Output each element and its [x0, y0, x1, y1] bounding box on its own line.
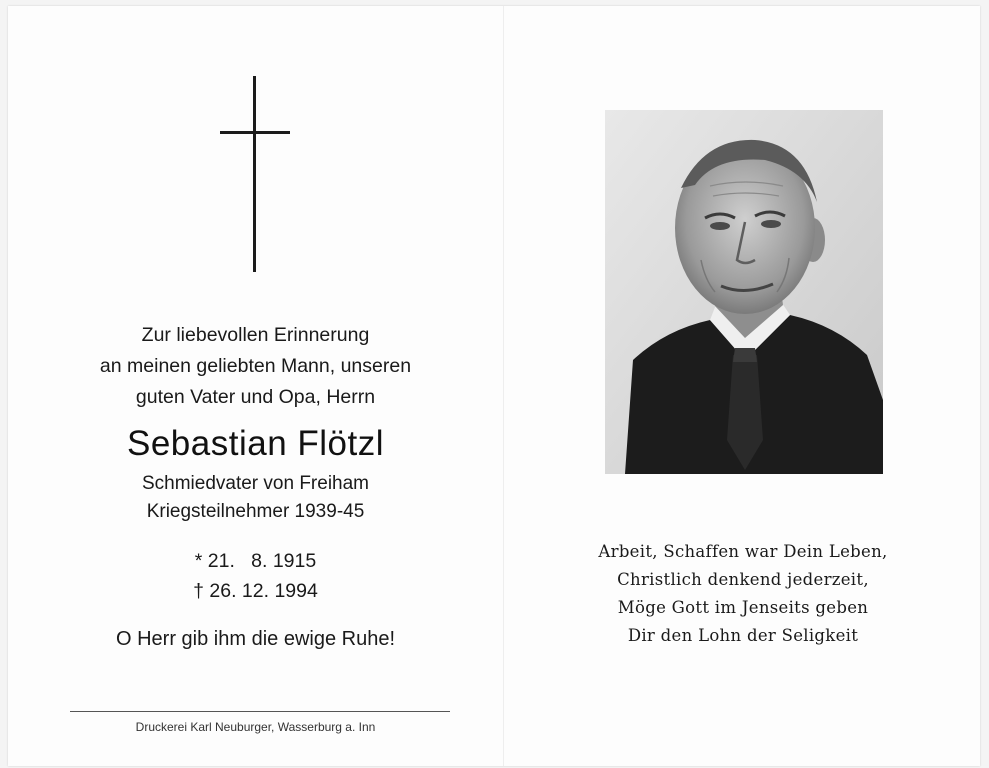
footer-divider	[70, 711, 450, 712]
prayer-text: O Herr gib ihm die ewige Ruhe!	[115, 628, 395, 650]
poem-line: Arbeit, Schaffen war Dein Leben,	[598, 542, 888, 561]
death-date: † 26. 12. 1994	[193, 580, 318, 602]
cross-icon	[220, 76, 290, 272]
intro-text	[8, 320, 503, 413]
printer-credit: Druckerei Karl Neuburger, Wasserburg a. Inn	[135, 720, 376, 734]
poem-line: Möge Gott im Jenseits geben	[617, 598, 869, 617]
birth-date: * 21. 8. 1915	[194, 550, 317, 572]
intro-line: guten Vater und Opa, Herrn	[135, 386, 376, 408]
poem-line: Dir den Lohn der Seligkeit	[627, 626, 859, 645]
memorial-card	[8, 6, 980, 766]
occupation-line: Schmiedvater von Freiham	[141, 473, 370, 494]
intro-line: Zur liebevollen Erinnerung	[141, 324, 370, 346]
card-left-panel	[8, 6, 503, 766]
intro-line: an meinen geliebten Mann, unseren	[99, 355, 412, 377]
deceased-name: Sebastian Flötzl	[126, 424, 385, 463]
veteran-line: Kriegsteilnehmer 1939-45	[146, 501, 365, 522]
poem-line: Christlich denkend jederzeit,	[617, 570, 869, 589]
portrait-photo	[605, 110, 883, 474]
poem-verse	[503, 538, 983, 650]
portrait-image	[605, 110, 883, 474]
